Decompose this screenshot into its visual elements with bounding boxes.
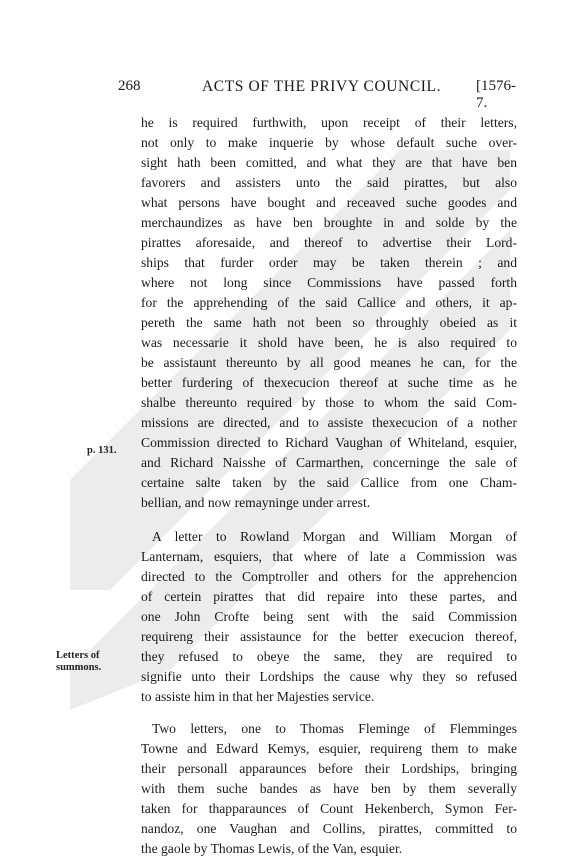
text-line: signifie unto their Lordships the cause why they so refused [141,669,517,684]
margin-page-reference: p. 131. [87,445,117,456]
running-title: ACTS OF THE PRIVY COUNCIL. [202,78,442,95]
text-line: certaine salte taken by the said Callice from one Cham- [141,475,517,490]
text-line: for the apprehending of the said Callice and others, it ap- [141,295,517,310]
text-line: with them suche bandes as have ben by them severally [141,781,517,796]
running-header [118,78,518,111]
text-line: they refused to obeye the same, they are required to [141,649,517,664]
margin-note-letters-of-summons [56,650,101,674]
text-line: was necessarie it shold have been, he is also required to [141,335,517,350]
text-line: he is required furthwith, upon receipt of their letters, [141,115,517,130]
text-line: of certein pirattes that did repaire into these partes, and [141,589,517,604]
text-line: missions are directed, and to assiste thexecucion of a nother [141,415,517,430]
text-line: merchaundizes as have ben broughte in and solde by the [141,215,517,230]
text-line: Towne and Edward Kemys, esquier, requireng them to make [141,741,517,756]
text-line: sight hath been comitted, and what they are that have ben [141,155,517,170]
text-line: requireng their assistaunce for the better execucion thereof, [141,629,517,644]
text-line: pereth the same hath not been so throughly obeied as it [141,315,517,330]
text-line: where not long since Commissions have passed forth [141,275,517,290]
text-line: what persons have bought and receaved suche goodes and [141,195,517,210]
text-line: directed to the Comptroller and others for the apprehencion [141,569,517,584]
text-line: taken for thapparaunces of Count Hekenberch, Symon Fer- [141,801,517,816]
text-line: their personall apparaunces before their Lordships, bringing [141,761,517,776]
text-line: A letter to Rowland Morgan and William Morgan of [152,529,517,544]
text-line: shalbe thereunto required by those to whom the said Com- [141,395,517,410]
text-line: one John Crofte being sent with the said Commission [141,609,517,624]
text-line: favorers and assisters unto the said pirattes, but also [141,175,517,190]
text-line: ships that furder order may be taken therein ; and [141,255,517,270]
text-line: Commission directed to Richard Vaughan of Whiteland, esquier, [141,435,517,450]
text-line: Two letters, one to Thomas Fleminge of Flemminges [152,721,517,736]
text-line: and Richard Naisshe of Carmarthen, concerninge the sale of [141,455,517,470]
text-line: the gaole by Thomas Lewis, of the Van, esquier. [141,841,403,856]
margin-note-line: Letters of [56,650,100,661]
text-line: pirattes aforesaide, and thereof to advertise their Lord- [141,235,517,250]
text-line: better furdering of thexecucion thereof at suche time as he [141,375,517,390]
header-year: [1576-7. [476,78,516,111]
text-line: not only to make inquerie by whose default suche over- [141,135,517,150]
text-line: Lanternam, esquiers, that where of late a Commission was [141,549,517,564]
margin-note-line: summons. [56,662,102,673]
page-number: 268 [118,78,141,94]
text-line: bellian, and now remayninge under arrest. [141,495,371,510]
text-line: be assistaunt thereunto by all good meanes he can, for the [141,355,517,370]
text-line: to assiste him in that her Majesties service. [141,689,375,704]
text-line: nandoz, one Vaughan and Collins, pirattes, committed to [141,821,517,836]
